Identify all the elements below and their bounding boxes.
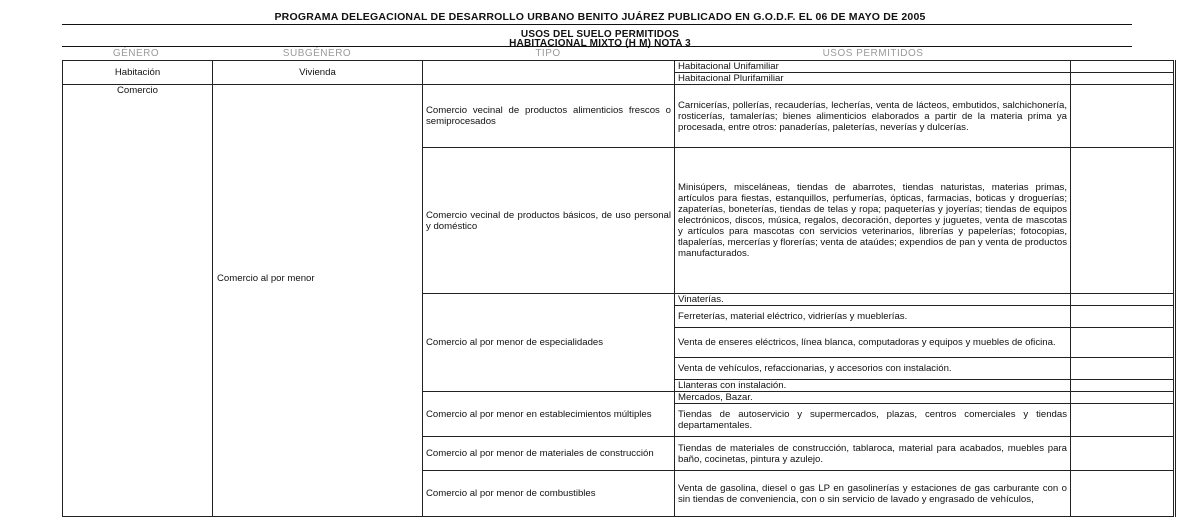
- genero-cell: Comercio: [63, 85, 213, 517]
- tipo-cell: Comercio vecinal de productos alimenticios frescos o semiprocesados: [423, 85, 675, 148]
- subgenero-cell: [213, 85, 423, 517]
- uso-cell: Tiendas de autoservicio y supermercados, plazas, centros comerciales y tiendas departamentales.: [675, 404, 1071, 437]
- header-usos: USOS PERMITIDOS: [822, 48, 924, 59]
- uso-cell: Vinaterías.: [675, 294, 1071, 306]
- tipo-cell: Comercio al por menor de materiales de construcción: [423, 437, 675, 471]
- note-cell: [1071, 328, 1175, 358]
- tipo-cell: Comercio al por menor en establecimientos múltiples: [423, 392, 675, 437]
- tipo-cell: Comercio vecinal de productos básicos, de uso personal y doméstico: [423, 148, 675, 294]
- tipo-cell: [423, 61, 675, 85]
- note-cell: [1071, 294, 1175, 306]
- note-cell: [1071, 380, 1175, 392]
- note-cell: [1071, 471, 1175, 517]
- subgenero-label: Comercio al por menor: [217, 273, 315, 284]
- document-subtitle: USOS DEL SUELO PERMITIDOS: [520, 29, 680, 40]
- tipo-cell: Comercio al por menor de especialidades: [423, 294, 675, 392]
- note-cell: [1071, 61, 1175, 73]
- uso-cell: Minisúpers, misceláneas, tiendas de abarrotes, tiendas naturistas, materias primas, artículos para fiestas, estanquillos, perfumerías, ópticas, farmacias, boticas y droguerías; zapaterías, boneterías, tiendas de telas y ropa; paqueterías y joyerías; tiendas de equipos electrónicos, discos, música, regalos, decoración, deportes y juguetes, venta de mascotas y artículos para mascotas con servicios veterinarios, librerías y papelerías; fotocopias, tlapalerías, mercerías y florerías; venta de ataúdes; expendios de pan y venta de productos manufacturados.: [675, 148, 1071, 294]
- document-title: PROGRAMA DELEGACIONAL DE DESARROLLO URBANO BENITO JUÁREZ PUBLICADO EN G.O.D.F. EL 06 DE MAYO DE 2005: [274, 11, 926, 23]
- note-cell: [1071, 306, 1175, 328]
- uso-cell: Habitacional Plurifamiliar: [675, 73, 1071, 85]
- uso-cell: Venta de vehículos, refaccionarias, y accesorios con instalación.: [675, 358, 1071, 380]
- uso-cell: Ferreterías, material eléctrico, vidrierías y mueblerías.: [675, 306, 1071, 328]
- land-use-table: [62, 60, 1176, 517]
- uso-cell: Venta de gasolina, diesel o gas LP en gasolinerías y estaciones de gas carburante con o sin tiendas de conveniencia, con o sin servicio de lavado y engrasado de vehículos,: [675, 471, 1071, 517]
- note-cell: [1071, 392, 1175, 404]
- note-cell: [1071, 85, 1175, 148]
- header-rule: [62, 46, 1132, 47]
- uso-cell: Mercados, Bazar.: [675, 392, 1071, 404]
- uso-cell: Venta de enseres eléctricos, línea blanca, computadoras y equipos y muebles de oficina.: [675, 328, 1071, 358]
- title-rule: [62, 24, 1132, 25]
- note-cell: [1071, 148, 1175, 294]
- header-tipo: TIPO: [535, 48, 561, 59]
- tipo-cell: Comercio al por menor de combustibles: [423, 471, 675, 517]
- note-cell: [1071, 73, 1175, 85]
- header-subgenero: SUBGÉNERO: [282, 48, 352, 59]
- uso-cell: Carnicerías, pollerías, recauderías, lecherías, venta de lácteos, embutidos, salchichonería, rosticerías, tamalerías; bienes alimenticios elaborados a partir de la materia prima ya procesada, entre otros: panaderías, paleterías, neverías y dulcerías.: [675, 85, 1071, 148]
- subgenero-cell: Vivienda: [213, 61, 423, 85]
- note-cell: [1071, 404, 1175, 437]
- table-row: [63, 85, 1175, 148]
- uso-cell: Tiendas de materiales de construcción, tablaroca, material para acabados, muebles para baño, cocinetas, pintura y azulejo.: [675, 437, 1071, 471]
- zone-title: HABITACIONAL MIXTO (H M) NOTA 3: [509, 38, 691, 49]
- genero-cell: Habitación: [63, 61, 213, 85]
- table-row: [63, 61, 1175, 73]
- uso-cell: Llanteras con instalación.: [675, 380, 1071, 392]
- note-cell: [1071, 437, 1175, 471]
- header-genero: GÉNERO: [112, 48, 160, 59]
- uso-cell: Habitacional Unifamiliar: [675, 61, 1071, 73]
- note-cell: [1071, 358, 1175, 380]
